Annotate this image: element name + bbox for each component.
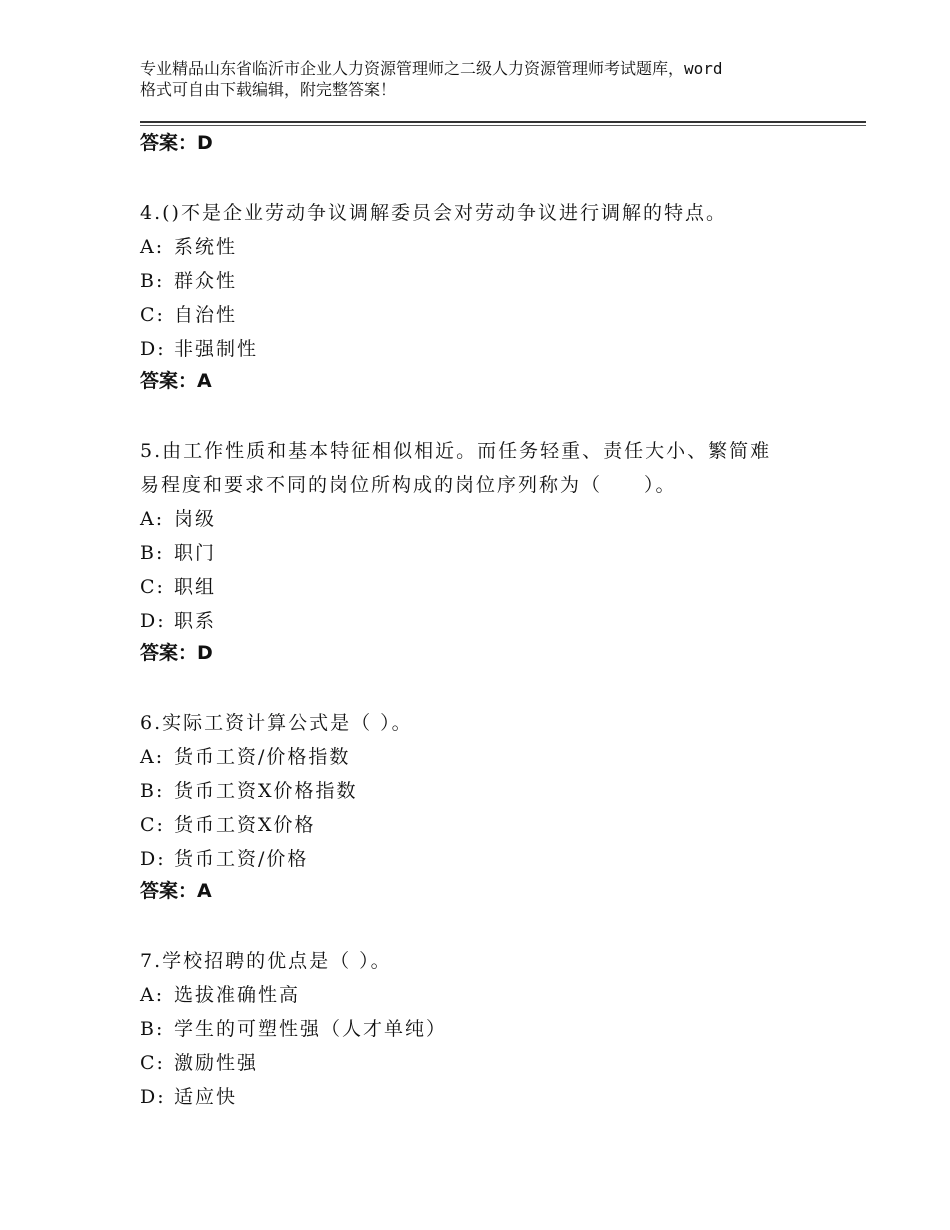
option-d: [140, 332, 840, 366]
option-text: 选拔准确性高: [174, 984, 301, 1006]
option-text: 货币工资X价格指数: [174, 780, 358, 802]
option-text: 职系: [174, 610, 217, 632]
option-letter: A:: [140, 984, 165, 1006]
option-text: 岗级: [174, 508, 217, 530]
question-4: [140, 196, 840, 396]
option-letter: B:: [140, 542, 165, 564]
option-letter: D:: [140, 848, 166, 870]
question-stem: 6.实际工资计算公式是（ ）。: [140, 712, 413, 734]
option-a: [140, 502, 840, 536]
option-letter: C:: [140, 576, 165, 598]
question-7: [140, 944, 840, 1114]
option-letter: C:: [140, 814, 165, 836]
question-list: [140, 128, 840, 1114]
document-header: [140, 58, 840, 100]
question-stem: 4.()不是企业劳动争议调解委员会对劳动争议进行调解的特点。: [140, 202, 727, 224]
question-answer: 答案：D: [140, 642, 213, 664]
option-letter: D:: [140, 1086, 166, 1108]
option-text: 学生的可塑性强（人才单纯）: [174, 1018, 448, 1040]
header-rule-thick: [140, 121, 866, 123]
option-a: [140, 740, 840, 774]
option-text: 货币工资/价格指数: [174, 746, 351, 768]
option-text: 激励性强: [174, 1052, 259, 1074]
header-line-2: 格式可自由下载编辑，附完整答案！: [140, 80, 397, 99]
option-d: [140, 1080, 840, 1114]
option-c: [140, 808, 840, 842]
option-text: 货币工资/价格: [174, 848, 309, 870]
option-c: [140, 570, 840, 604]
header-rule-thin: [140, 125, 866, 126]
option-letter: A:: [140, 236, 165, 258]
option-text: 系统性: [174, 236, 238, 258]
question-6: [140, 706, 840, 906]
question-stem-line-2: 易程度和要求不同的岗位所构成的岗位序列称为（ ）。: [140, 474, 677, 496]
question-stem: 7.学校招聘的优点是（ ）。: [140, 950, 392, 972]
option-c: [140, 1046, 840, 1080]
option-a: [140, 230, 840, 264]
option-letter: B:: [140, 270, 165, 292]
option-text: 职门: [174, 542, 217, 564]
option-letter: C:: [140, 304, 165, 326]
option-letter: A:: [140, 508, 165, 530]
option-b: [140, 536, 840, 570]
question-answer: 答案：A: [140, 880, 212, 902]
option-d: [140, 842, 840, 876]
option-text: 自治性: [174, 304, 238, 326]
option-b: [140, 774, 840, 808]
option-letter: D:: [140, 610, 166, 632]
option-b: [140, 1012, 840, 1046]
option-letter: B:: [140, 1018, 165, 1040]
option-c: [140, 298, 840, 332]
question-stem-line-1: 5.由工作性质和基本特征相似相近。而任务轻重、责任大小、繁简难: [140, 440, 772, 462]
option-letter: B:: [140, 780, 165, 802]
header-line-1: 专业精品山东省临沂市企业人力资源管理师之二级人力资源管理师考试题库，word: [140, 59, 723, 78]
option-text: 群众性: [174, 270, 238, 292]
previous-answer: 答案：D: [140, 132, 213, 154]
question-answer: 答案：A: [140, 370, 212, 392]
question-5: [140, 434, 840, 668]
option-a: [140, 978, 840, 1012]
option-text: 职组: [174, 576, 217, 598]
option-d: [140, 604, 840, 638]
option-text: 非强制性: [174, 338, 259, 360]
option-letter: C:: [140, 1052, 165, 1074]
option-text: 货币工资X价格: [174, 814, 316, 836]
option-letter: D:: [140, 338, 166, 360]
option-letter: A:: [140, 746, 165, 768]
option-b: [140, 264, 840, 298]
option-text: 适应快: [174, 1086, 238, 1108]
